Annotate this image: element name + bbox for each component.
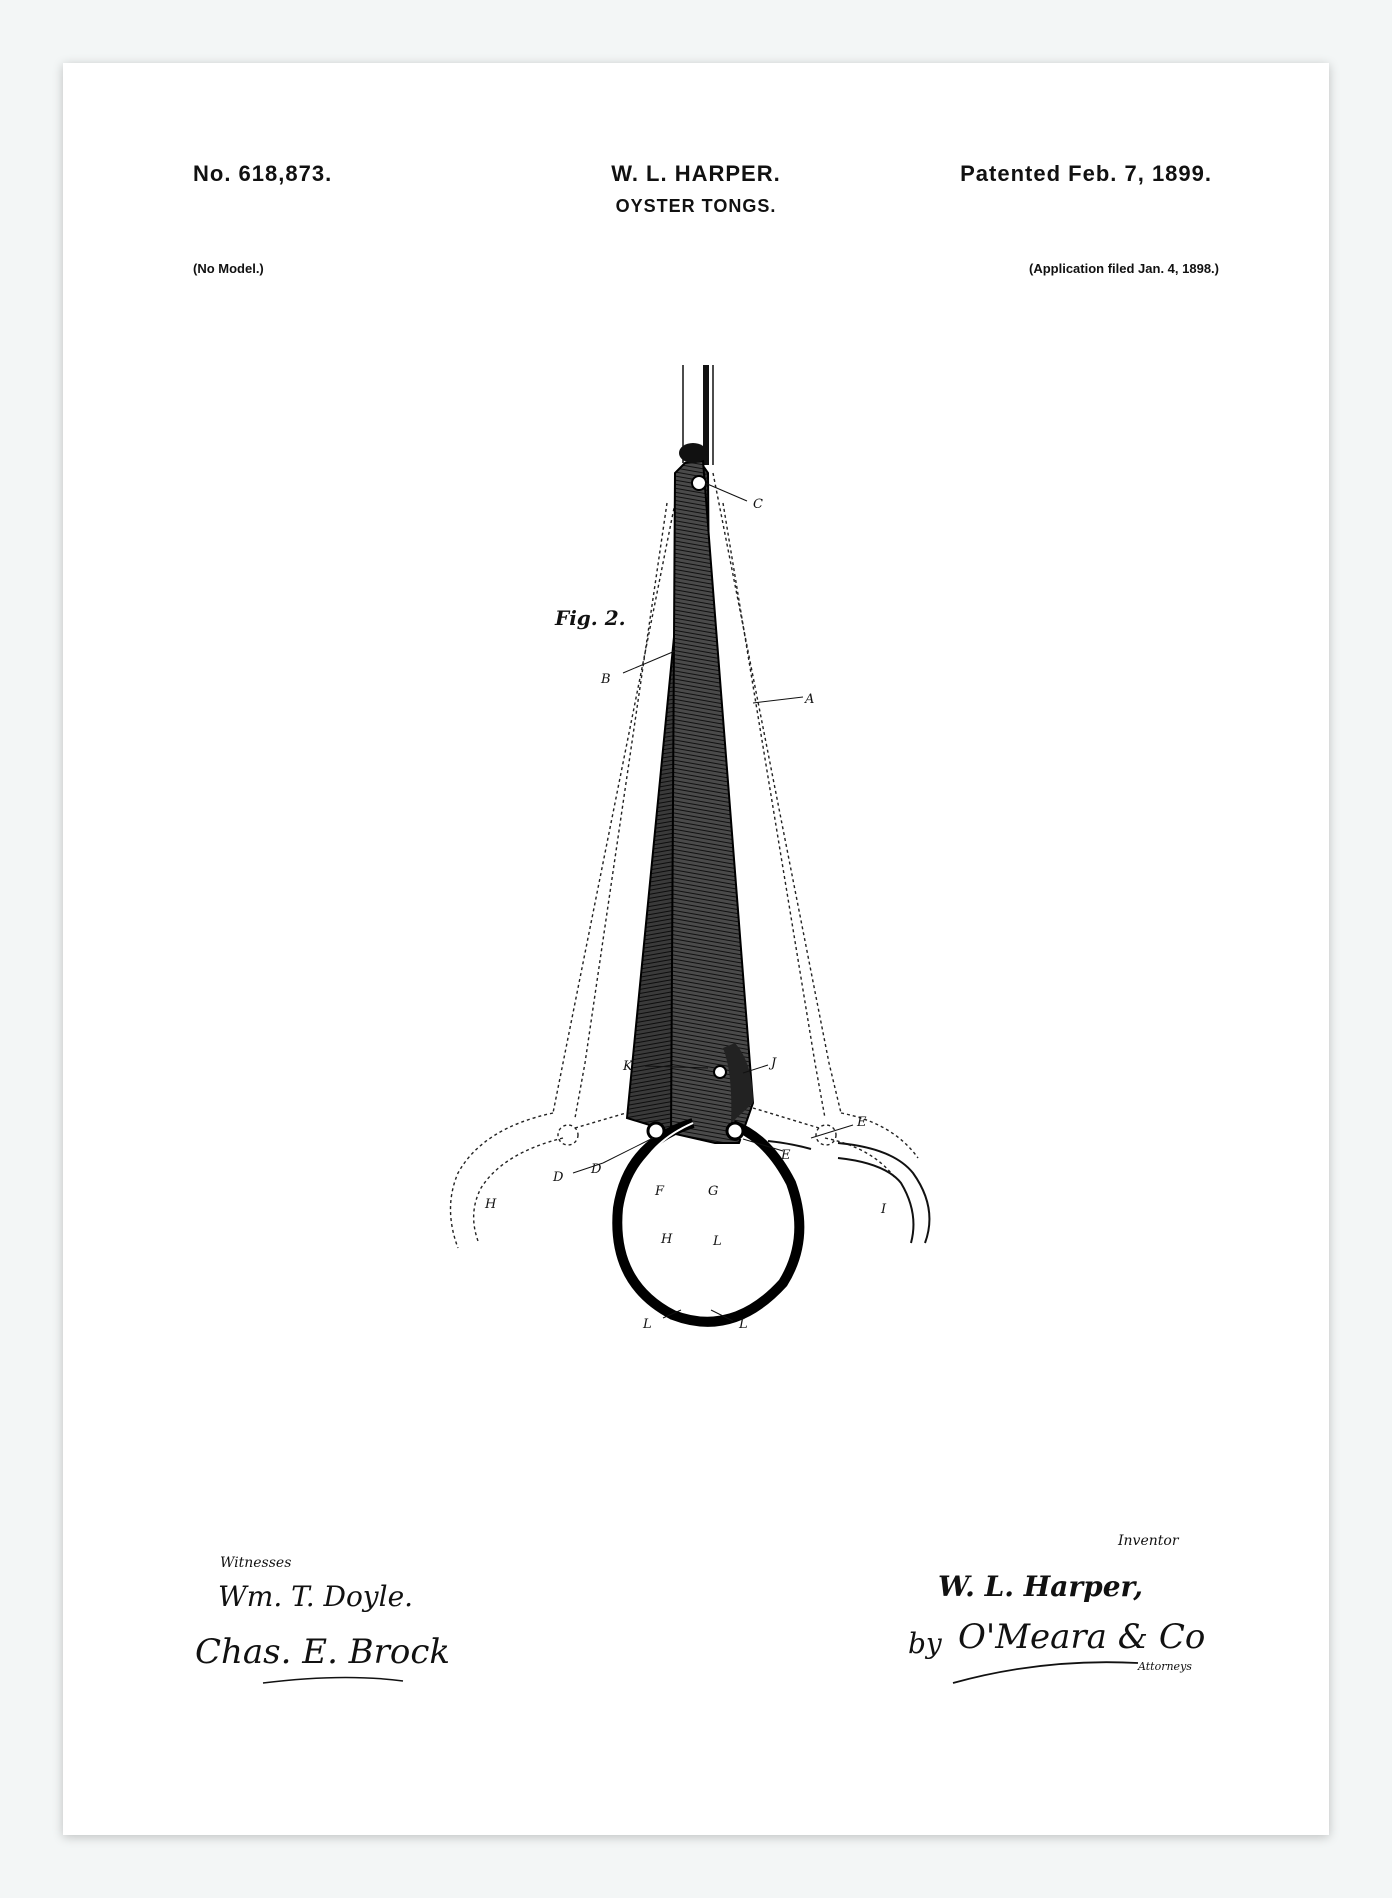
application-note: (Application filed Jan. 4, 1898.): [1029, 261, 1219, 276]
label-l-inner: L: [713, 1234, 722, 1249]
label-h-outer: H: [485, 1197, 497, 1212]
attorneys-label: Attorneys: [1138, 1660, 1192, 1673]
attorney-signature: O'Meara & Co: [958, 1617, 1206, 1657]
label-d-inner: D: [591, 1162, 602, 1177]
patent-sheet: [63, 63, 1329, 1835]
inventor-label: Inventor: [1118, 1533, 1179, 1549]
witness-1-signature: Wm. T. Doyle.: [218, 1580, 414, 1613]
label-l-right: L: [739, 1317, 748, 1332]
witnesses-label: Witnesses: [220, 1555, 292, 1571]
label-j: J: [771, 1056, 777, 1071]
patent-title: OYSTER TONGS.: [615, 196, 777, 216]
patent-number: No. 618,873.: [193, 161, 333, 186]
label-a: A: [805, 692, 815, 707]
label-i: I: [881, 1202, 887, 1217]
label-l-left: L: [643, 1317, 652, 1332]
label-d-outer: D: [553, 1170, 564, 1185]
label-c: C: [753, 497, 763, 512]
label-g: G: [708, 1184, 719, 1199]
witness-2-signature: Chas. E. Brock: [195, 1632, 451, 1672]
label-e-inner: E: [781, 1148, 791, 1163]
label-f: F: [655, 1184, 665, 1199]
witness-2-flourish: [263, 1677, 403, 1683]
model-note: (No Model.): [193, 261, 264, 276]
attorney-flourish: [953, 1662, 1138, 1683]
tong-arm-a: [671, 461, 753, 1143]
label-b: B: [601, 672, 611, 687]
inventor-signature: W. L. Harper,: [938, 1570, 1143, 1603]
patent-drawing: [63, 63, 1329, 1835]
inventor-name: W. L. HARPER.: [611, 161, 781, 186]
figure-label: Fig. 2.: [555, 606, 626, 630]
by-word: by: [908, 1627, 942, 1660]
label-e-outer: E: [857, 1115, 867, 1130]
label-k-top: K: [623, 1059, 633, 1074]
label-h-inner: H: [661, 1232, 673, 1247]
patented-date: Patented Feb. 7, 1899.: [960, 161, 1212, 186]
